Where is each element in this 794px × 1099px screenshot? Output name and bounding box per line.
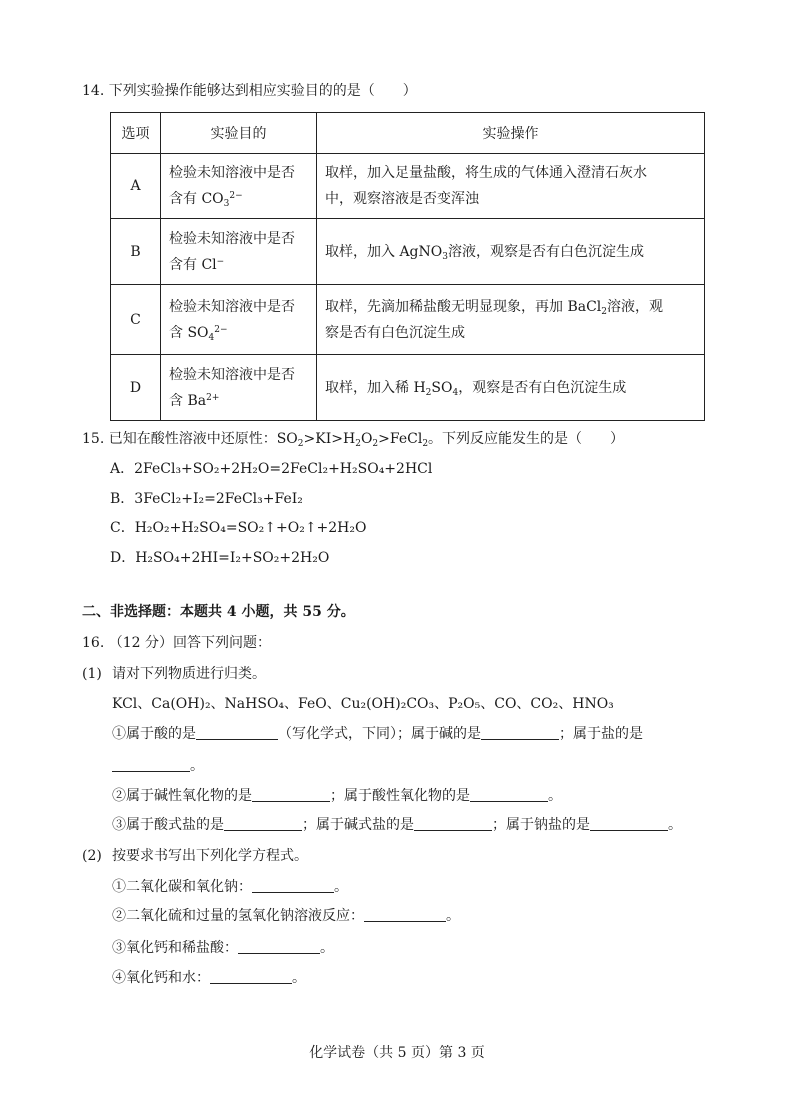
table-row — [111, 154, 705, 219]
q16-sub2: ②属于碱性氧化物的是 ；属于酸性氧化物的是 。 — [112, 788, 562, 804]
header-purpose: 实验目的 — [161, 113, 317, 154]
q15-stem: 15. 已知在酸性溶液中还原性：$SO_2>KI>H_2O_2>FeCl_2$。下列反应能发生的是（ ） — [82, 431, 625, 449]
row-purpose: 检验未知溶液中是否 含有 Cl− — [161, 219, 317, 285]
q16-substances: KCl、Ca(OH)₂、NaHSO₄、FeO、Cu₂(OH)₂CO₃、P₂O₅、CO、CO₂、HNO₃ — [112, 696, 614, 712]
table-row — [111, 355, 705, 421]
q16-eq4: ④氧化钙和水： 。 — [112, 970, 306, 986]
row-purpose: 检验未知溶液中是否 含有 $CO_3^{2-}$ — [161, 154, 317, 219]
q16-sub3: ③属于酸式盐的是 ；属于碱式盐的是 ；属于钠盐的是 。 — [112, 817, 682, 833]
q15-option-d: D．H₂SO₄+2HI=I₂+SO₂+2H₂O — [110, 550, 330, 566]
q15-option-c: C．H₂O₂+H₂SO₄=SO₂↑+O₂↑+2H₂O — [110, 520, 367, 536]
row-operation: 取样，加入 AgNO$_3$溶液，观察是否有白色沉淀生成 — [317, 219, 705, 285]
answer-blank[interactable] — [210, 969, 292, 984]
row-operation: 取样，加入足量盐酸，将生成的气体通入澄清石灰水 中，观察溶液是否变浑浊 — [317, 154, 705, 219]
header-operation: 实验操作 — [317, 113, 705, 154]
answer-blank[interactable] — [481, 725, 559, 740]
answer-blank[interactable] — [252, 787, 330, 802]
row-operation: 取样，先滴加稀盐酸无明显现象，再加 BaCl$_2$溶液，观 察是否有白色沉淀生成 — [317, 285, 705, 355]
q16-stem: 16. （12 分）回答下列问题： — [82, 635, 271, 651]
q16-part1-label: (1) — [82, 666, 102, 682]
answer-blank[interactable] — [224, 816, 302, 831]
answer-blank[interactable] — [196, 725, 278, 740]
q16-eq3: ③氧化钙和稀盐酸： 。 — [112, 940, 334, 956]
row-option: C — [111, 285, 161, 355]
table-header-row — [111, 113, 705, 154]
row-purpose: 检验未知溶液中是否 含 $Ba^{2+}$ — [161, 355, 317, 421]
answer-blank[interactable] — [590, 816, 668, 831]
q15-option-b: B．3FeCl₂+I₂=2FeCl₃+FeI₂ — [110, 491, 303, 507]
page-footer: 化学试卷（共 5 页）第 3 页 — [309, 1045, 485, 1061]
q15-option-a: A．2FeCl₃+SO₂+2H₂O=2FeCl₂+H₂SO₄+2HCl — [110, 461, 433, 477]
row-purpose: 检验未知溶液中是否 含 $SO_4^{2-}$ — [161, 285, 317, 355]
row-option: D — [111, 355, 161, 421]
q16-eq1: ①二氧化碳和氧化钠： 。 — [112, 879, 348, 895]
row-operation: 取样，加入稀 $H_2SO_4$，观察是否有白色沉淀生成 — [317, 355, 705, 421]
q16-part2-text: 按要求书写出下列化学方程式。 — [112, 848, 308, 864]
q16-part1-text: 请对下列物质进行归类。 — [112, 666, 266, 682]
answer-blank[interactable] — [238, 939, 320, 954]
row-option: B — [111, 219, 161, 285]
q16-sub1-cont: 。 — [112, 756, 204, 776]
answer-blank[interactable] — [470, 787, 548, 802]
answer-blank[interactable] — [414, 816, 492, 831]
answer-blank[interactable] — [112, 757, 190, 772]
experiment-table — [110, 112, 705, 421]
q16-sub1: ①属于酸的是 （写化学式，下同）；属于碱的是 ；属于盐的是 — [112, 726, 643, 742]
q16-part2-label: (2) — [82, 848, 102, 864]
q16-eq2: ②二氧化硫和过量的氢氧化钠溶液反应： 。 — [112, 908, 460, 924]
q14-stem: 14. 下列实验操作能够达到相应实验目的的是（ ） — [82, 83, 417, 99]
section-heading: 二、非选择题：本题共 4 小题，共 55 分。 — [82, 604, 355, 620]
header-option: 选项 — [111, 113, 161, 154]
row-option: A — [111, 154, 161, 219]
answer-blank[interactable] — [364, 907, 446, 922]
table-row — [111, 285, 705, 355]
answer-blank[interactable] — [252, 878, 334, 893]
table-row — [111, 219, 705, 285]
